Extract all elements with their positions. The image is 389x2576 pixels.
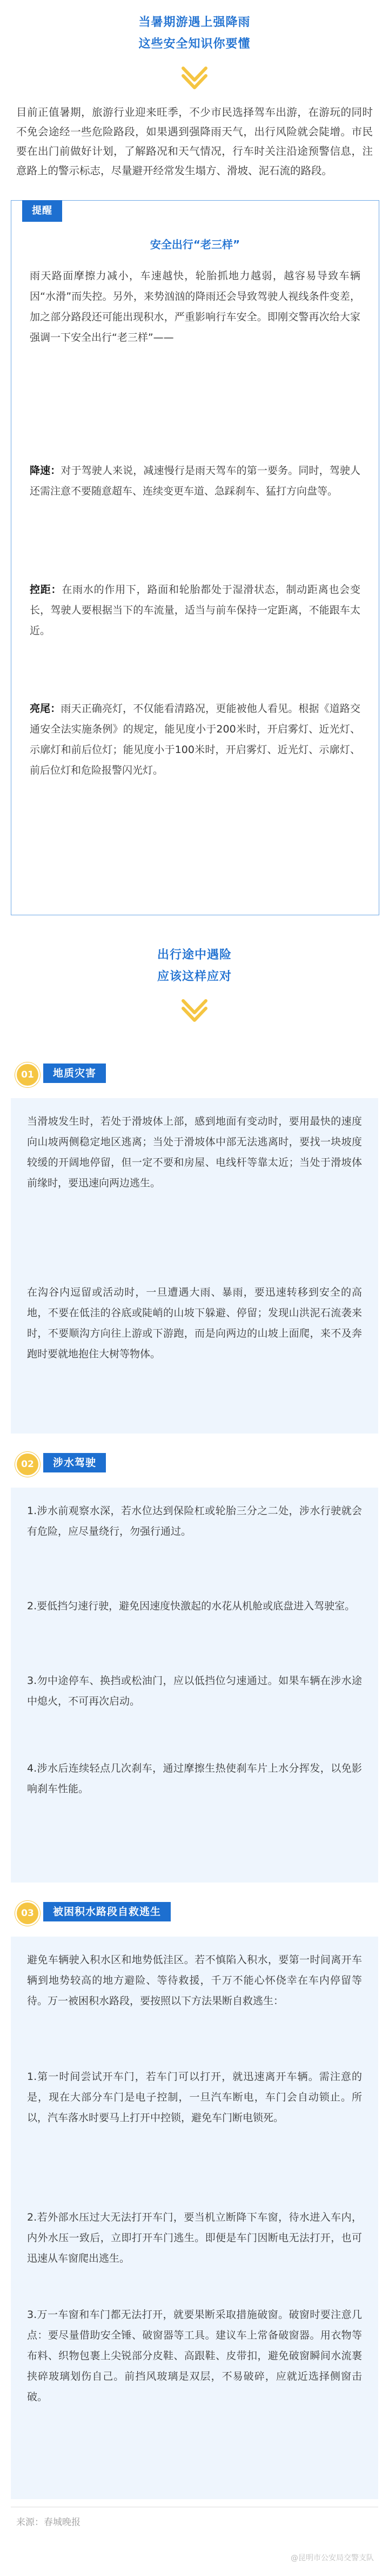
section-01-paragraph-2: 在沟谷内逗留或活动时，一旦遭遇大雨、暴雨，要迅速转移到安全的高地，不要在低洼的谷底或陡峭的山坡下躲避、停留；发现山洪泥石流袭来时，不要顺沟方向往上游或下游跑，而是向两边的山坡上面爬，来不及奔跑时要就地抱住大树等物体。 — [27, 1286, 362, 1360]
reminder-paragraph-4 — [30, 698, 360, 781]
intro-paragraph: 目前正值暑期，旅游行业迎来旺季，不少市民选择驾车出游，在游玩的同时不免会途经一些危险路段，如果遇到强降雨天气，出行风险就会陡增。市民要在出门前做好计划，了解路况和天气情况，行车时关注沿途预警信息，注意路上的警示标志，尽量避开经常发生塌方、滑坡、泥石流的路段。 — [16, 106, 373, 177]
title-line-2: 这些安全知识你要懂 — [138, 37, 251, 51]
arrow-down-icon — [176, 64, 213, 91]
section-02-body — [11, 1488, 378, 1883]
section-02-item-4: 4.涉水后连续轻点几次刹车，通过摩擦生热使刹车片上水分挥发，以免影响刹车性能。 — [27, 1762, 362, 1795]
section-03-item-3: 3.万一车窗和车门都无法打开，就要果断采取措施破窗。破窗时要注意几点：要尽量借助安全锤、破窗器等工具。建议车上常备破窗器。用衣物等布料、织物包裹上尖锐部分皮鞋、高跟鞋、皮带扣，避免破窗瞬间水流裹挟碎玻璃划伤自己。前挡风玻璃是双层，不易破碎，应就近选择侧窗击破。 — [27, 2309, 362, 2403]
reminder-tag: 提醒 — [22, 200, 62, 222]
section-title: 被困积水路段自救逃生 — [43, 1902, 171, 1921]
reminder-paragraph-2 — [30, 460, 360, 501]
section-title: 涉水驾驶 — [43, 1453, 106, 1472]
section-01-body — [11, 1098, 378, 1434]
heading2-line-2: 应该这样应对 — [157, 970, 232, 983]
text-lights-on: 雨天正确亮灯，不仅能看清路况，更能被他人看见。根据《道路交通安全法实施条例》的规定，能见度小于200米时，开启雾灯、近光灯、示廓灯和前后位灯；能见度小于100米时，开启雾灯、近光灯、示廓灯、前后位灯和危险报警闪光灯。 — [30, 703, 360, 776]
section-heading-2 — [0, 944, 389, 1023]
section-03-item-2: 2.若外部水压过大无法打开车门，要当机立断降下车窗，待水进入车内，内外水压一致后，立即打开车门逃生。即便是车门因断电无法打开，也可迅速从车窗爬出逃生。 — [27, 2211, 362, 2264]
reminder-card — [11, 200, 379, 915]
section-02-item-3: 3.勿中途停车、换挡或松油门，应以低挡位匀速通过。如果车辆在涉水途中熄火，不可再次启动。 — [27, 1675, 362, 1707]
watermark: @昆明市公安局交警支队 — [291, 2554, 374, 2562]
section-title: 地质灾害 — [43, 1064, 106, 1083]
section-02-header — [11, 1450, 378, 1476]
label-keep-distance: 控距： — [30, 584, 62, 596]
source-credit: 来源：春城晚报 — [16, 2517, 81, 2528]
article-title — [0, 12, 389, 91]
text-keep-distance: 在雨水的作用下，路面和轮胎都处于湿滑状态，制动距离也会变长，驾驶人要根据当下的车流量，适当与前车保持一定距离，不能跟车太近。 — [30, 584, 360, 637]
section-number: 03 — [15, 1901, 40, 1926]
reminder-paragraph-1: 雨天路面摩擦力减小，车速越快，轮胎抓地力越弱，越容易导致车辆因“水滑”而失控。另外，来势汹汹的降雨还会导致驾驶人视线条件变差，加之部分路段还可能出现积水，严重影响行车安全。即刚交警再次给大家强调一下安全出行“老三样”—— — [30, 270, 360, 344]
label-lights-on: 亮尾： — [30, 703, 61, 715]
section-02-item-2: 2.要低挡匀速行驶，避免因速度快激起的水花从机舱或底盘进入驾驶室。 — [27, 1600, 356, 1612]
section-03-body — [11, 1937, 378, 2499]
section-02-item-1: 1.涉水前观察水深，若水位达到保险杠或轮胎三分之二处，涉水行驶就会有危险，应尽量绕行，勿强行通过。 — [27, 1505, 362, 1537]
section-number: 02 — [15, 1452, 40, 1477]
section-01-paragraph-1: 当滑坡发生时，若处于滑坡体上部，感到地面有变动时，要用最快的速度向山坡两侧稳定地区逃离；当处于滑坡体中部无法逃离时，要找一块坡度较缓的开阔地停留，但一定不要和房屋、电线杆等靠太近；当处于滑坡体前缘时，要迅速向两边逃生。 — [27, 1115, 362, 1189]
section-number: 01 — [15, 1062, 40, 1087]
label-slow-down: 降速： — [30, 465, 61, 477]
section-03-paragraph-1: 避免车辆驶入积水区和地势低洼区。若不慎陷入积水，要第一时间离开车辆到地势较高的地方避险、等待救援，千万不能心怀侥幸在车内停留等待。万一被困积水路段，要按照以下方法果断自救逃生： — [27, 1954, 362, 2007]
section-03-header — [11, 1899, 378, 1925]
title-line-1: 当暑期游遇上强降雨 — [138, 16, 251, 29]
arrow-down-icon — [176, 996, 213, 1023]
section-03-item-1: 1.第一时间尝试开车门，若车门可以打开，就迅速离开车辆。需注意的是，现在大部分车门是电子控制，一旦汽车断电，车门会自动锁止。所以，汽车落水时要马上打开中控锁，避免车门断电锁死。 — [27, 2071, 362, 2124]
section-01-header — [11, 1060, 378, 1086]
heading2-line-1: 出行途中遇险 — [157, 948, 232, 962]
text-slow-down: 对于驾驶人来说，减速慢行是雨天驾车的第一要务。同时，驾驶人还需注意不要随意超车、连续变更车道、急踩刹车、猛打方向盘等。 — [30, 465, 360, 497]
reminder-subtitle: 安全出行“老三样” — [150, 238, 240, 251]
reminder-paragraph-3 — [30, 579, 360, 641]
